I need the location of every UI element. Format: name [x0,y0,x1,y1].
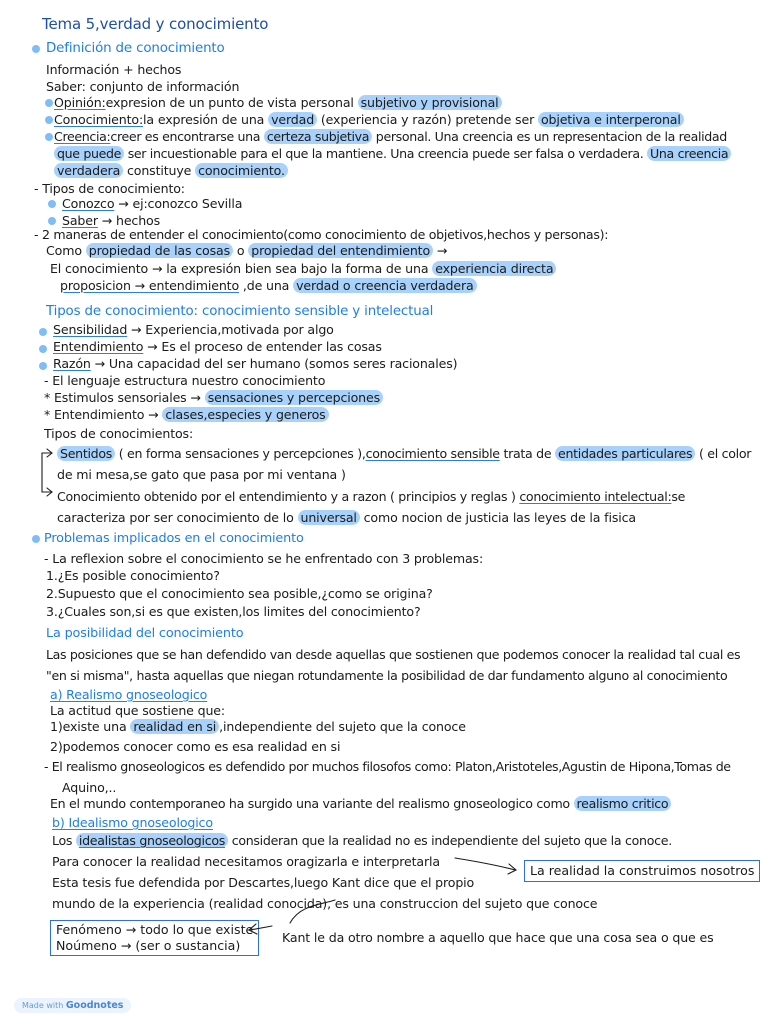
text: ( en forma sensaciones y percepciones ), [115,446,366,461]
highlight: que puede [54,146,124,161]
note-line: La actitud que sostiene que: [50,703,225,718]
note-line: mundo de la experiencia (realidad conocida), es una construccion del sujeto que conoce [52,896,598,911]
note-line: - El lenguaje estructura nuestro conocimiento [44,373,326,388]
text: trata de [499,446,556,461]
text: ,independiente del sujeto que la conoce [219,719,466,734]
highlight: verdadera [54,163,123,178]
highlight: Una creencia [647,146,731,161]
term-proposicion: proposicion → entendimiento [60,278,240,293]
text: → hechos [97,213,161,228]
text: El conocimiento → la expresión bien sea bajo la forma de una [50,261,433,276]
text: se [671,489,686,504]
note-line: Saber: conjunto de información [46,79,240,94]
text: caracteriza por ser conocimiento de lo [57,510,298,525]
highlight: objetiva e interperonal [538,112,684,127]
goodnotes-badge [14,998,131,1013]
section-heading-problemas: Problemas implicados en el conocimiento [44,531,304,546]
question-2: 2.Supuesto que el conocimiento sea posible,¿como se origina? [46,586,433,601]
text: a) Realismo gnoseologico [50,687,208,702]
text: consideran que la realidad no es independiente del sujeto que la conoce. [228,833,672,848]
text: constituye [123,163,196,178]
highlight: sensaciones y percepciones [205,390,383,405]
highlight: clases,especies y generos [162,407,328,422]
term-conozco: Conozco [62,196,115,211]
question-3: 3.¿Cuales son,si es que existen,los limites del conocimiento? [46,604,421,619]
note-line: - 2 maneras de entender el conocimiento(como conocimiento de objetivos,hechos y personas): [34,227,609,242]
highlight: idealistas gnoseologicos [76,833,228,848]
note-line: Información + hechos [46,62,182,77]
text: Como [46,243,86,258]
text: o [232,243,249,258]
term-entendimiento: Entendimiento [53,339,144,354]
term-razon: Razón [53,356,91,371]
text: expresion de un punto de vista personal [105,95,358,110]
fenomeno-line: Fenómeno → todo lo que existe [56,922,254,937]
highlight: conocimiento. [195,163,288,178]
note-line: - La reflexion sobre el conocimiento se he enfrentado con 3 problemas: [44,551,484,566]
note-line-kant: Kant le da otro nombre a aquello que hace que una cosa sea o que es [282,930,714,945]
page-title: Tema 5,verdad y conocimiento [42,15,269,33]
text: ( el color [695,446,752,461]
term-conocimiento-intelectual: conocimiento intelectual: [519,489,672,504]
highlight: verdad [268,112,317,127]
highlight: subjetivo y provisional [358,95,502,110]
noumeno-line: Noúmeno → (ser o sustancia) [56,938,241,953]
text: Los [52,833,76,848]
made-with-label: Made with [22,1001,64,1010]
highlight: universal [298,510,360,525]
note-line: 2)podemos conocer como es esa realidad en si [50,739,341,754]
text: creer es encontrarse una [110,129,264,144]
note-line: Las posiciones que se han defendido van desde aquellas que sostienen que podemos conocer la realidad tal cual es [46,647,741,662]
text: personal. Una creencia es un representacion de la realidad [372,129,727,144]
section-heading-tipos: Tipos de conocimiento: conocimiento sensible y intelectual [46,304,434,319]
text: ,de una [239,278,294,293]
goodnotes-logo: Goodnotes [65,1000,124,1011]
text: * Entendimiento → [44,407,163,422]
term-conocimiento: Conocimiento: [54,112,144,127]
highlight: realidad en si [130,719,219,734]
text: Conocimiento obtenido por el entendimiento y a razon ( principios y reglas ) [57,489,520,504]
text: → ej:conozco Sevilla [114,196,243,211]
text: → [433,243,448,258]
subheading-posibilidad: La posibilidad del conocimiento [46,626,244,641]
term-saber: Saber [62,213,98,228]
arrow-right-icon [455,858,515,870]
text: (experiencia y razón) pretende ser [317,112,538,127]
callout-box-realidad: La realidad la construimos nosotros [524,860,760,882]
term-conocimiento-sensible: conocimiento sensible [365,446,500,461]
text: la expresión de una [143,112,269,127]
note-line: - El realismo gnoseologicos es defendido por muchos filosofos como: Platon,Aristoteles,Agustin de Hipona,Tomas de [44,759,731,774]
text: ser incuestionable para el que la mantiene. Una creencia puede ser falsa o verdadera. [124,146,648,161]
note-line: Aquino,.. [62,780,117,795]
text: → Es el proceso de entender las cosas [143,339,382,354]
note-line: de mi mesa,se gato que pasa por mi ventana ) [57,467,346,482]
text: * Estimulos sensoriales → [44,390,205,405]
highlight: entidades particulares [555,446,695,461]
note-line: Tipos de conocimientos: [44,426,194,441]
text: como nocion de justicia las leyes de la fisica [359,510,636,525]
question-1: 1.¿Es posible conocimiento? [46,568,220,583]
note-line: Para conocer la realidad necesitamos oragizarla e interpretarla [52,854,440,869]
term-opinion: Opinión: [54,95,106,110]
bracket-arrow-icon [42,453,52,492]
note-line: - Tipos de conocimiento: [34,181,185,196]
text: En el mundo contemporaneo ha surgido una variante del realismo gnoseologico como [50,796,574,811]
text: b) Idealismo gnoseologico [52,815,213,830]
highlight: propiedad de las cosas [86,243,233,258]
highlight: propiedad del entendimiento [248,243,433,258]
arrow-up-icon [290,900,335,923]
text: → Una capacidad del ser humano (somos seres racionales) [90,356,458,371]
highlight: Sentidos [57,446,115,461]
text: → Experiencia,motivada por algo [127,322,334,337]
term-sensibilidad: Sensibilidad [53,322,128,337]
term-creencia: Creencia: [54,129,111,144]
highlight: realismo critico [574,796,672,811]
section-heading-definicion: Definición de conocimiento [46,41,225,56]
text: 1)existe una [50,719,131,734]
highlight: experiencia directa [432,261,556,276]
highlight: verdad o creencia verdadera [293,278,476,293]
note-line: Esta tesis fue defendida por Descartes,luego Kant dice que el propio [52,875,475,890]
highlight: certeza subjetiva [264,129,372,144]
note-line: "en si misma", hasta aquellas que niegan rotundamente la posibilidad de dar fundamento alguno al conocimiento [46,668,728,683]
